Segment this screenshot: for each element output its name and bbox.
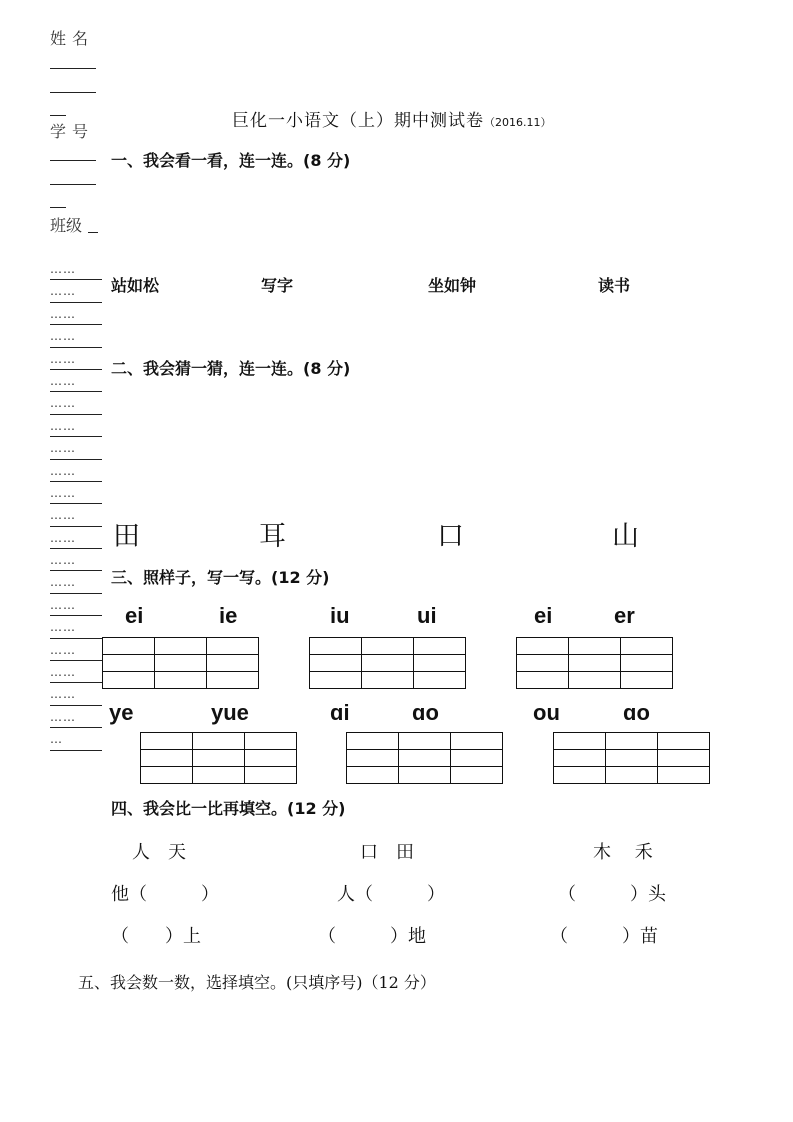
fill-blank[interactable]: 他（ ） — [111, 884, 219, 905]
pinyin-label: ei — [125, 603, 144, 628]
dot-row: …… — [50, 549, 102, 571]
compare-pair: 口 田 — [360, 842, 414, 863]
dot-row: …… — [50, 415, 102, 437]
guess-char: 山 — [612, 521, 639, 552]
dot-row: …… — [50, 258, 102, 280]
guess-char: 田 — [113, 521, 140, 552]
name-underline — [50, 68, 96, 69]
match-word: 坐如钟 — [428, 276, 477, 295]
id-underline — [50, 184, 96, 185]
name-underline — [50, 115, 66, 116]
class-label: 班级 — [50, 216, 83, 235]
fill-blank[interactable]: （ ）地 — [318, 926, 426, 947]
dot-row: …… — [50, 616, 102, 638]
title-date: （2016.11） — [484, 116, 552, 129]
guess-char: 口 — [437, 521, 464, 552]
match-word: 站如松 — [111, 276, 160, 295]
dot-row: …… — [50, 303, 102, 325]
compare-pair: 木 禾 — [593, 842, 653, 863]
dot-row: …… — [50, 437, 102, 459]
section3-heading: 三、照样子，写一写。(12 分) — [111, 568, 330, 587]
class-underline — [88, 232, 98, 233]
dot-row: …… — [50, 571, 102, 593]
page-title — [232, 106, 552, 131]
writing-grid[interactable] — [102, 637, 259, 689]
name-underline — [50, 92, 96, 93]
pinyin-label: ie — [219, 603, 238, 628]
writing-grid[interactable] — [309, 637, 466, 689]
section4-heading: 四、我会比一比再填空。(12 分) — [111, 799, 346, 818]
id-underline — [50, 207, 66, 208]
compare-pair: 人 天 — [132, 842, 186, 863]
guess-char: 耳 — [259, 521, 286, 552]
writing-grid[interactable] — [553, 732, 710, 784]
pinyin-label: er — [614, 603, 635, 628]
section1-heading: 一、我会看一看，连一连。(8 分) — [111, 151, 351, 170]
dot-row: …… — [50, 482, 102, 504]
pinyin-label: ei — [534, 603, 553, 628]
binding-dotted-line — [50, 258, 102, 751]
fill-blank[interactable]: （ ）上 — [111, 926, 201, 947]
pinyin-label: ɑo — [412, 700, 439, 725]
fill-blank[interactable]: 人（ ） — [337, 884, 445, 905]
pinyin-label: ɑi — [330, 700, 350, 725]
dot-row: …… — [50, 639, 102, 661]
dot-row: …… — [50, 460, 102, 482]
writing-grid[interactable] — [346, 732, 503, 784]
dot-row: …… — [50, 527, 102, 549]
section5-heading: 五、我会数一数，选择填空。(只填序号)（12 分） — [78, 973, 436, 992]
pinyin-label: ou — [533, 700, 560, 725]
dot-row: …… — [50, 370, 102, 392]
dot-row: … — [50, 728, 102, 750]
pinyin-label: ye — [109, 700, 134, 725]
pinyin-label: iu — [330, 603, 350, 628]
dot-row: …… — [50, 392, 102, 414]
match-word: 写字 — [261, 276, 294, 295]
dot-row: …… — [50, 706, 102, 728]
fill-blank[interactable]: （ ）头 — [558, 884, 666, 905]
writing-grid[interactable] — [140, 732, 297, 784]
fill-blank[interactable]: （ ）苗 — [550, 926, 658, 947]
dot-row: …… — [50, 683, 102, 705]
dot-row: …… — [50, 325, 102, 347]
section2-heading: 二、我会猜一猜，连一连。(8 分) — [111, 359, 351, 378]
dot-row: …… — [50, 348, 102, 370]
id-label: 学号 — [50, 122, 95, 141]
pinyin-label: ɑo — [623, 700, 650, 725]
dot-row: …… — [50, 594, 102, 616]
dot-row: …… — [50, 504, 102, 526]
dot-row: …… — [50, 280, 102, 302]
name-label: 姓名 — [50, 29, 95, 48]
pinyin-label: ui — [417, 603, 437, 628]
writing-grid[interactable] — [516, 637, 673, 689]
pinyin-label: yue — [211, 700, 249, 725]
id-underline — [50, 160, 96, 161]
title-text: 巨化一小语文（上）期中测试卷 — [232, 111, 484, 131]
dot-row: …… — [50, 661, 102, 683]
match-word: 读书 — [598, 276, 631, 295]
